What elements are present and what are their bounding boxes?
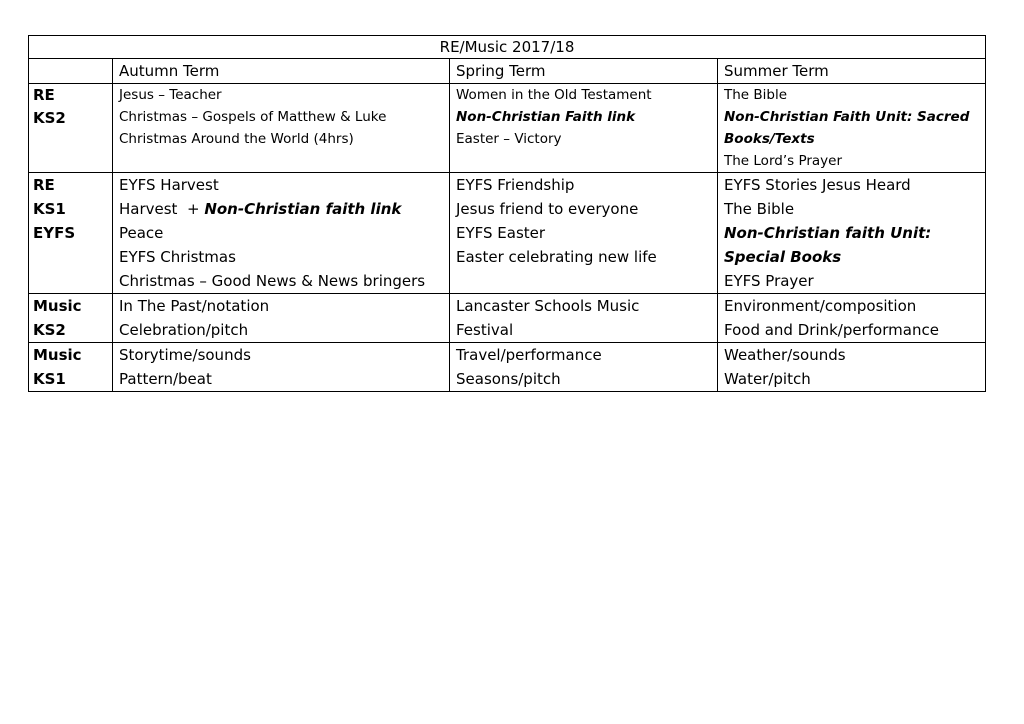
cell-summer: The Bible Non-Christian Faith Unit: Sacred Books/Texts The Lord’s Prayer <box>718 84 986 173</box>
cell-autumn: Storytime/sounds Pattern/beat <box>113 343 450 392</box>
header-summer: Summer Term <box>718 59 986 84</box>
header-autumn: Autumn Term <box>113 59 450 84</box>
header-row <box>29 59 986 84</box>
row-label: RE KS1 EYFS <box>29 173 113 294</box>
title-row <box>29 36 986 59</box>
cell-summer: EYFS Stories Jesus Heard The Bible Non-Christian faith Unit: Special Books EYFS Prayer <box>718 173 986 294</box>
table-row <box>29 84 986 173</box>
cell-summer: Environment/composition Food and Drink/performance <box>718 294 986 343</box>
cell-autumn: Jesus – Teacher Christmas – Gospels of Matthew & Luke Christmas Around the World (4hrs) <box>113 84 450 173</box>
row-label: Music KS2 <box>29 294 113 343</box>
cell-spring: Travel/performance Seasons/pitch <box>450 343 718 392</box>
table-row <box>29 294 986 343</box>
cell-spring: EYFS Friendship Jesus friend to everyone EYFS Easter Easter celebrating new life <box>450 173 718 294</box>
cell-autumn: In The Past/notation Celebration/pitch <box>113 294 450 343</box>
row-label: Music KS1 <box>29 343 113 392</box>
cell-spring: Lancaster Schools Music Festival <box>450 294 718 343</box>
header-spring: Spring Term <box>450 59 718 84</box>
cell-summer: Weather/sounds Water/pitch <box>718 343 986 392</box>
cell-spring: Women in the Old Testament Non-Christian Faith link Easter – Victory <box>450 84 718 173</box>
table-title: RE/Music 2017/18 <box>29 36 986 59</box>
curriculum-table <box>28 35 986 392</box>
cell-autumn: EYFS Harvest Harvest + Non-Christian faith link Peace EYFS Christmas Christmas – Good News & News bringers <box>113 173 450 294</box>
table-row <box>29 343 986 392</box>
table-row <box>29 173 986 294</box>
row-label: RE KS2 <box>29 84 113 173</box>
header-blank <box>29 59 113 84</box>
